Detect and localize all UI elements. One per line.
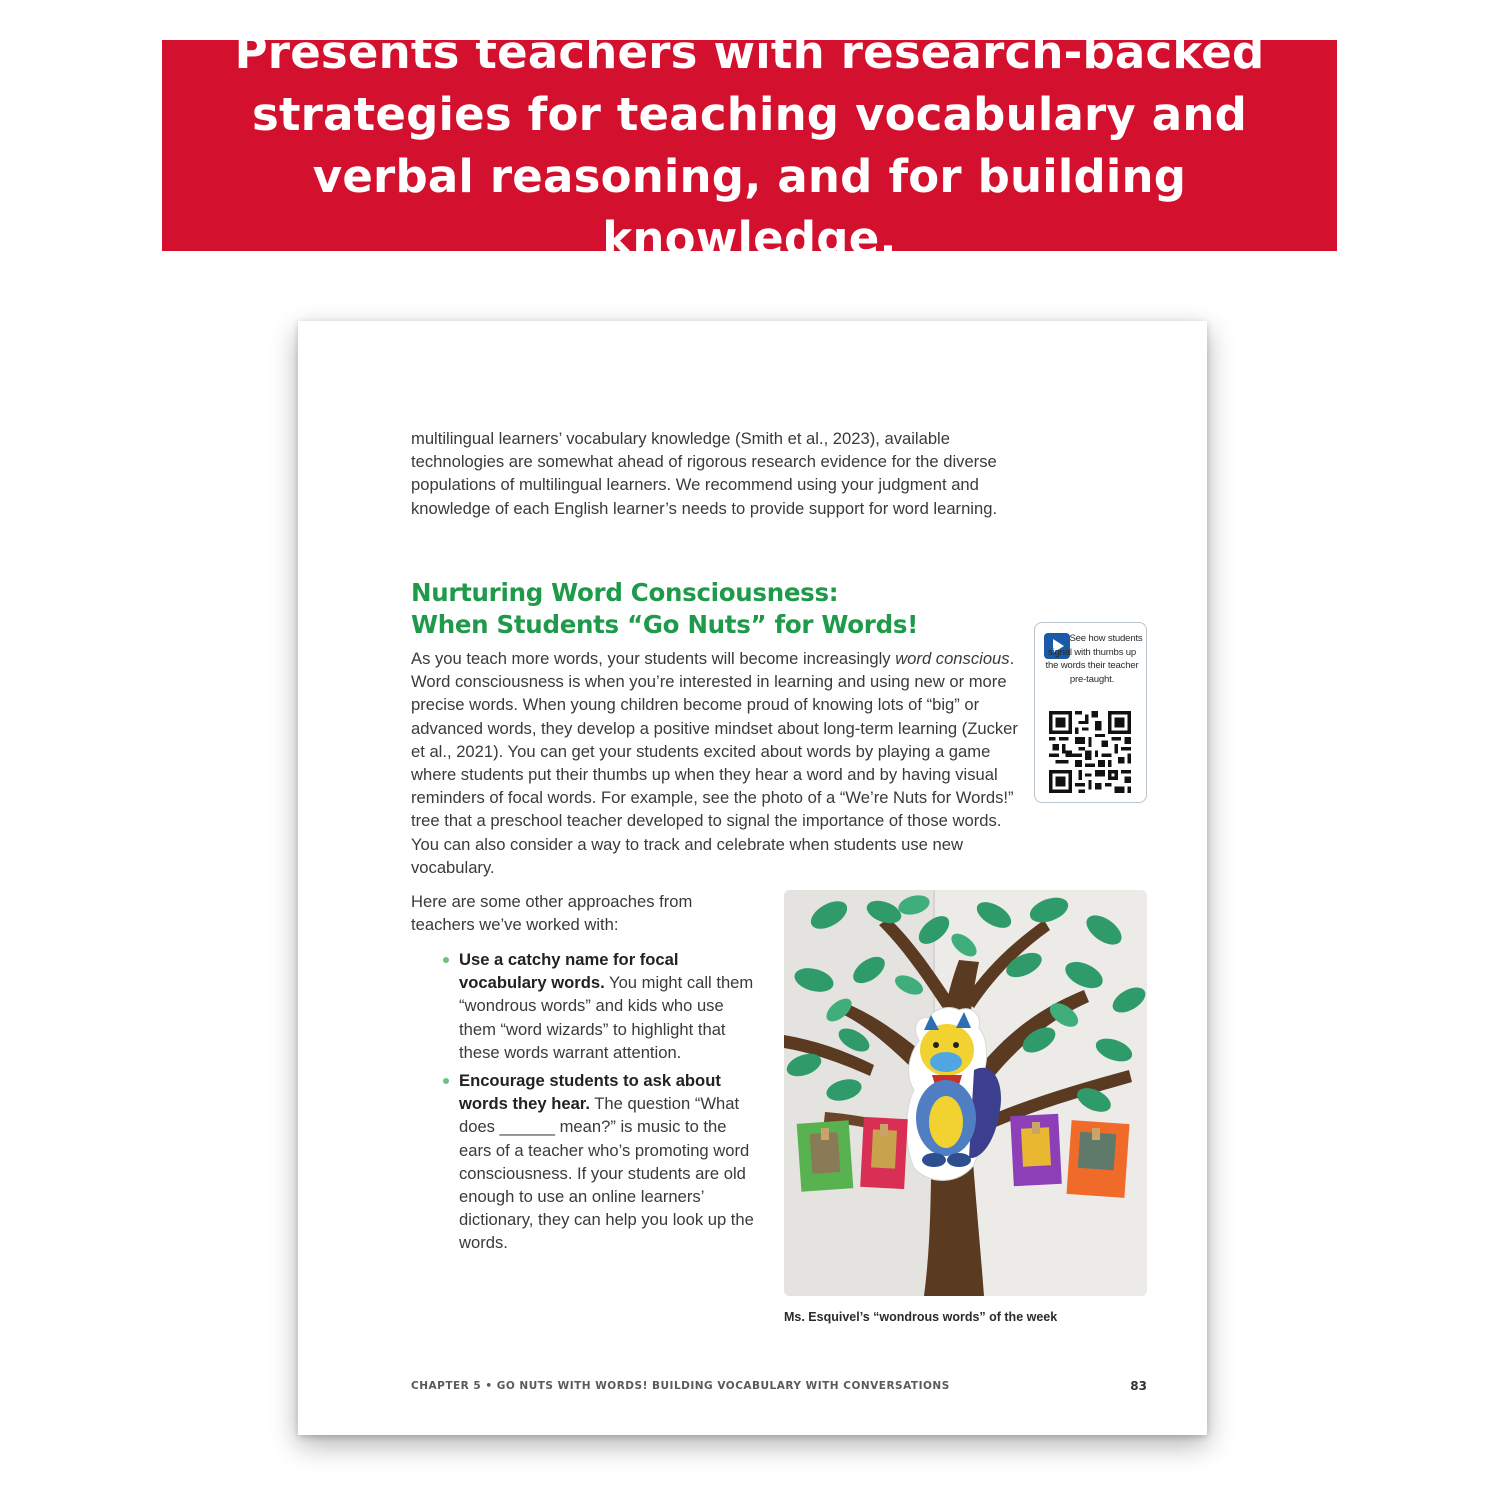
qr-caption-first: See how students xyxy=(1069,633,1143,644)
heading-line-1: Nurturing Word Consciousness: xyxy=(411,578,839,607)
running-footer: CHAPTER 5 • GO NUTS WITH WORDS! BUILDING VOCABULARY WITH CONVERSATIONS xyxy=(411,1380,950,1392)
word-consciousness-paragraph xyxy=(411,647,1026,879)
heading-line-2: When Students “Go Nuts” for Words! xyxy=(411,610,918,639)
qr-code-icon[interactable] xyxy=(1049,711,1131,793)
book-page xyxy=(298,321,1207,1435)
photo-caption: Ms. Esquivel’s “wondrous words” of the week xyxy=(784,1310,1058,1324)
bullet-text: The question “What does ______ mean?” is music to the ears of a teacher who’s promoting word consciousness. If your students are old enough to use an online learners’ dictionary, they can help you look up the words. xyxy=(459,1094,754,1253)
para2-start: As you teach more words, your students will become increasingly xyxy=(411,649,896,668)
list-item xyxy=(441,948,761,1064)
qr-caption xyxy=(1041,632,1143,686)
approaches-list xyxy=(441,948,761,1260)
word-tree-photo xyxy=(784,890,1147,1296)
video-qr-callout[interactable] xyxy=(1034,622,1147,803)
bullet-dot-icon xyxy=(443,957,449,963)
bullet-lead: Encourage students to ask about words they hear. xyxy=(459,1071,721,1114)
list-item xyxy=(441,1069,761,1255)
bullet-text: You might call them “wondrous words” and kids who use them “word wizards” to highlight that these words warrant attention. xyxy=(459,973,754,1062)
page-number: 83 xyxy=(1130,1379,1147,1393)
banner-text: Presents teachers with research-backed strategies for teaching vocabulary and verbal reasoning, and for building knowledge. xyxy=(234,25,1265,265)
promo-banner xyxy=(162,25,1337,265)
other-approaches-intro: Here are some other approaches from teachers we’ve worked with: xyxy=(411,892,693,935)
bullet-dot-icon xyxy=(443,1078,449,1084)
para2-italic-term: word conscious xyxy=(895,649,1010,668)
word-tree-illustration-icon xyxy=(784,890,1147,1296)
para2-rest: . Word consciousness is when you’re interested in learning and using new or more precise words. When young children become proud of knowing lots of “big” or advanced words, they develop a positive mindset about long-term learning (Zucker et al., 2021). You can get your students excited about words by playing a game where students put their thumbs up when they hear a word and by having visual reminders of focal words. For example, see the photo of a “We’re Nuts for Words!” tree that a preschool teacher developed to signal the importance of those words. You can also consider a way to track and celebrate when students use new vocabulary. xyxy=(411,649,1018,877)
qr-caption-rest: signal with thumbs up the words their teacher pre-taught. xyxy=(1045,646,1139,685)
intro-paragraph: multilingual learners’ vocabulary knowledge (Smith et al., 2023), available technologies are somewhat ahead of rigorous research evidence for the diverse populations of multilingual learners. We recommend using your judgment and knowledge of each English learner’s needs to provide support for word learning. xyxy=(411,429,998,518)
section-heading xyxy=(411,577,1031,641)
bullet-lead: Use a catchy name for focal vocabulary words. xyxy=(459,950,679,993)
